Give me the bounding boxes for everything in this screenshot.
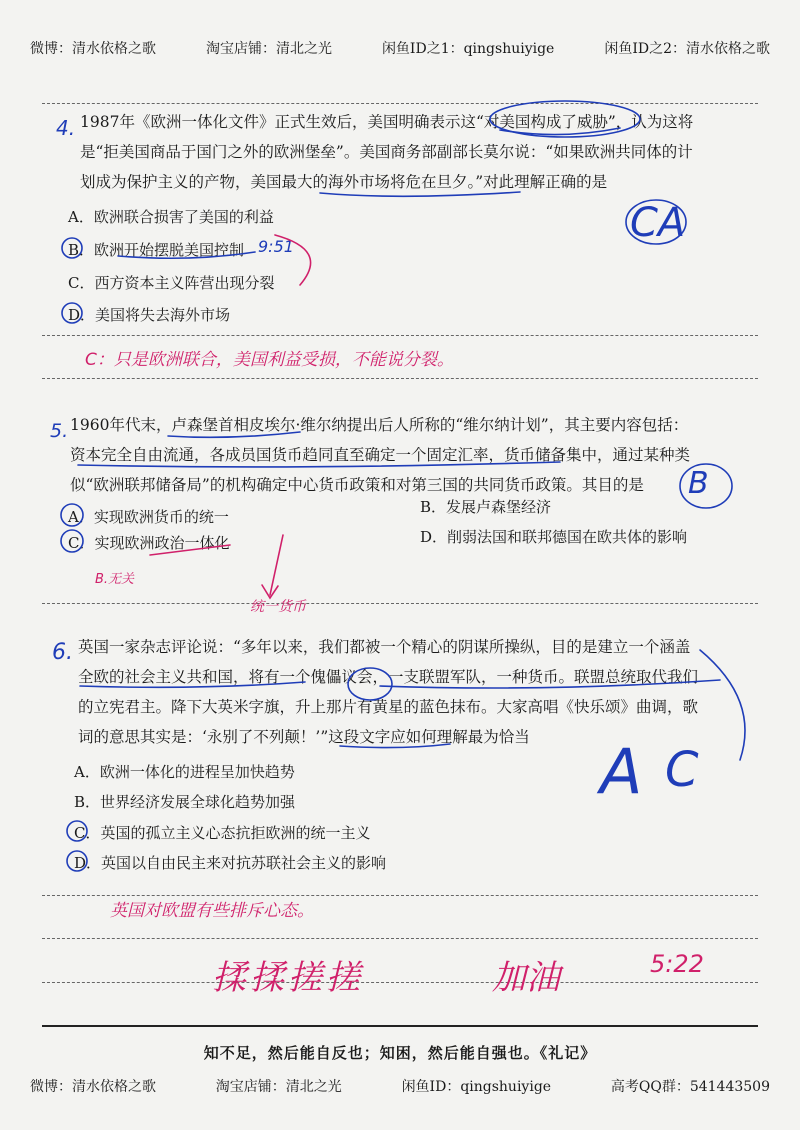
q4-underline-market bbox=[320, 192, 520, 196]
q4-handwritten-answer: CA bbox=[630, 200, 686, 246]
header-xianyu1: 闲鱼ID之1：qingshuiyige bbox=[381, 41, 555, 57]
header-weibo: 微博：清水依格之歌 bbox=[30, 41, 156, 57]
q6-line2: 全欧的社会主义共和国，将有一个傀儡议会，一支联盟军队，一种货币。联盟总统取代我们 bbox=[78, 668, 699, 686]
q5-option-d: D．削弱法国和联邦德国在欧共体的影响 bbox=[420, 528, 688, 546]
q4-underline-control bbox=[118, 252, 255, 258]
q5-option-b: B．发展卢森堡经济 bbox=[420, 498, 552, 516]
handwritten-signature: 揉揉搓搓 bbox=[212, 958, 364, 998]
q4-circle-b bbox=[62, 238, 82, 258]
q4-circle-d bbox=[62, 303, 82, 323]
q4-option-d: D．美国将失去海外市场 bbox=[68, 306, 231, 324]
q6-connector bbox=[700, 650, 745, 760]
q6-circle-parliament bbox=[348, 668, 392, 700]
q4-line1: 1987年《欧洲一体化文件》正式生效后，美国明确表示这“对美国构成了威胁”，认为这将 bbox=[80, 113, 694, 131]
q6-circle-c bbox=[67, 821, 87, 841]
q6-option-c: C．英国的孤立主义心态抗拒欧洲的统一主义 bbox=[74, 824, 371, 842]
q5-circle-a bbox=[61, 504, 83, 526]
q5-red-arrow bbox=[270, 535, 283, 595]
footer-taobao: 淘宝店铺：清北之光 bbox=[215, 1079, 342, 1095]
q4-handwritten-note: C：只是欧洲联合，美国利益受损，不能说分裂。 bbox=[85, 350, 454, 370]
handwritten-cheer: 加油 bbox=[492, 958, 560, 998]
q5-number: 5. bbox=[50, 420, 69, 442]
q6-option-b: B．世界经济发展全球化趋势加强 bbox=[74, 793, 296, 811]
header-xianyu2: 闲鱼ID之2：清水依格之歌 bbox=[604, 41, 770, 57]
q6-handwritten-answer-a: A bbox=[600, 735, 643, 808]
q6-underline-union bbox=[380, 680, 720, 688]
q4-number: 4. bbox=[56, 116, 76, 140]
q5-line2: 资本完全自由流通，各成员国货币趋同直至确定一个固定汇率，货币储备集中，通过某种类 bbox=[70, 446, 691, 464]
q4-circle-threat bbox=[490, 101, 640, 137]
q6-underline-socialism bbox=[80, 682, 305, 687]
footer-xianyu: 闲鱼ID：qingshuiyige bbox=[401, 1079, 552, 1095]
footer-qq: 高考QQ群：541443509 bbox=[610, 1079, 770, 1095]
q6-number: 6. bbox=[52, 640, 73, 665]
q5-line3: 似“欧洲联邦储备局”的机构确定中心货币政策和对第三国的共同货币政策。其目的是 bbox=[70, 476, 644, 494]
q5-handwritten-note2: 统一货币 bbox=[250, 599, 306, 615]
q4-option-a: A．欧洲联合损害了美国的利益 bbox=[68, 208, 274, 226]
q4-red-bracket bbox=[275, 235, 311, 285]
q6-line3: 的立宪君主。降下大英米字旗，升上那片有黄星的蓝色抹布。大家高唱《快乐颂》曲调，歌 bbox=[78, 698, 699, 716]
page-footer bbox=[30, 1076, 770, 1096]
q5-underline-luxembourg bbox=[168, 432, 300, 437]
q5-handwritten-note1: B.无关 bbox=[95, 572, 135, 587]
q5-circle-b-answer bbox=[680, 464, 732, 508]
q5-circle-c bbox=[61, 530, 83, 552]
q5-line1: 1960年代末，卢森堡首相皮埃尔·维尔纳提出后人所称的“维尔纳计划”，其主要内容包括： bbox=[70, 416, 689, 434]
q5-underline-currency bbox=[78, 462, 560, 467]
q6-handwritten-note: 英国对欧盟有些排斥心态。 bbox=[110, 901, 314, 921]
q6-option-d: D．英国以自由民主来对抗苏联社会主义的影响 bbox=[74, 854, 387, 872]
footer-weibo: 微博：清水依格之歌 bbox=[30, 1079, 156, 1095]
q4-line2: 是“拒美国商品于国门之外的欧洲堡垒”。美国商务部副部长莫尔说：“如果欧洲共同体的计 bbox=[80, 143, 693, 161]
header-taobao: 淘宝店铺：清北之光 bbox=[205, 41, 332, 57]
q4-circle-answer bbox=[626, 200, 686, 244]
q5-handwritten-answer: B bbox=[688, 466, 709, 501]
q6-option-a: A．欧洲一体化的进程呈加快趋势 bbox=[74, 763, 295, 781]
q6-line4: 词的意思其实是：‘永别了不列颠！’”这段文字应如何理解最为恰当 bbox=[78, 728, 530, 746]
motto: 知不足，然后能自反也；知困，然后能自强也。《礼记》 bbox=[203, 1044, 597, 1062]
q6-handwritten-answer-c: C bbox=[665, 742, 699, 798]
handwritten-time: 5:22 bbox=[650, 950, 704, 978]
q6-line1: 英国一家杂志评论说：“多年以来，我们都被一个精心的阴谋所操纵，目的是建立一个涵盖 bbox=[78, 638, 691, 656]
q4-handwritten-time: 9:51 bbox=[258, 237, 294, 256]
q5-option-c: C．实现欧洲政治一体化 bbox=[68, 534, 230, 552]
q4-option-b: B．欧洲开始摆脱美国控制 bbox=[68, 241, 245, 259]
q5-red-line bbox=[150, 545, 230, 555]
q5-option-a: A．实现欧洲货币的统一 bbox=[68, 508, 229, 526]
q4-option-c: C．西方资本主义阵营出现分裂 bbox=[68, 274, 275, 292]
q6-circle-d bbox=[67, 851, 87, 871]
q4-line3: 划成为保护主义的产物，美国最大的海外市场将危在旦夕。”对此理解正确的是 bbox=[80, 173, 608, 191]
q6-underline-flag bbox=[340, 744, 450, 748]
